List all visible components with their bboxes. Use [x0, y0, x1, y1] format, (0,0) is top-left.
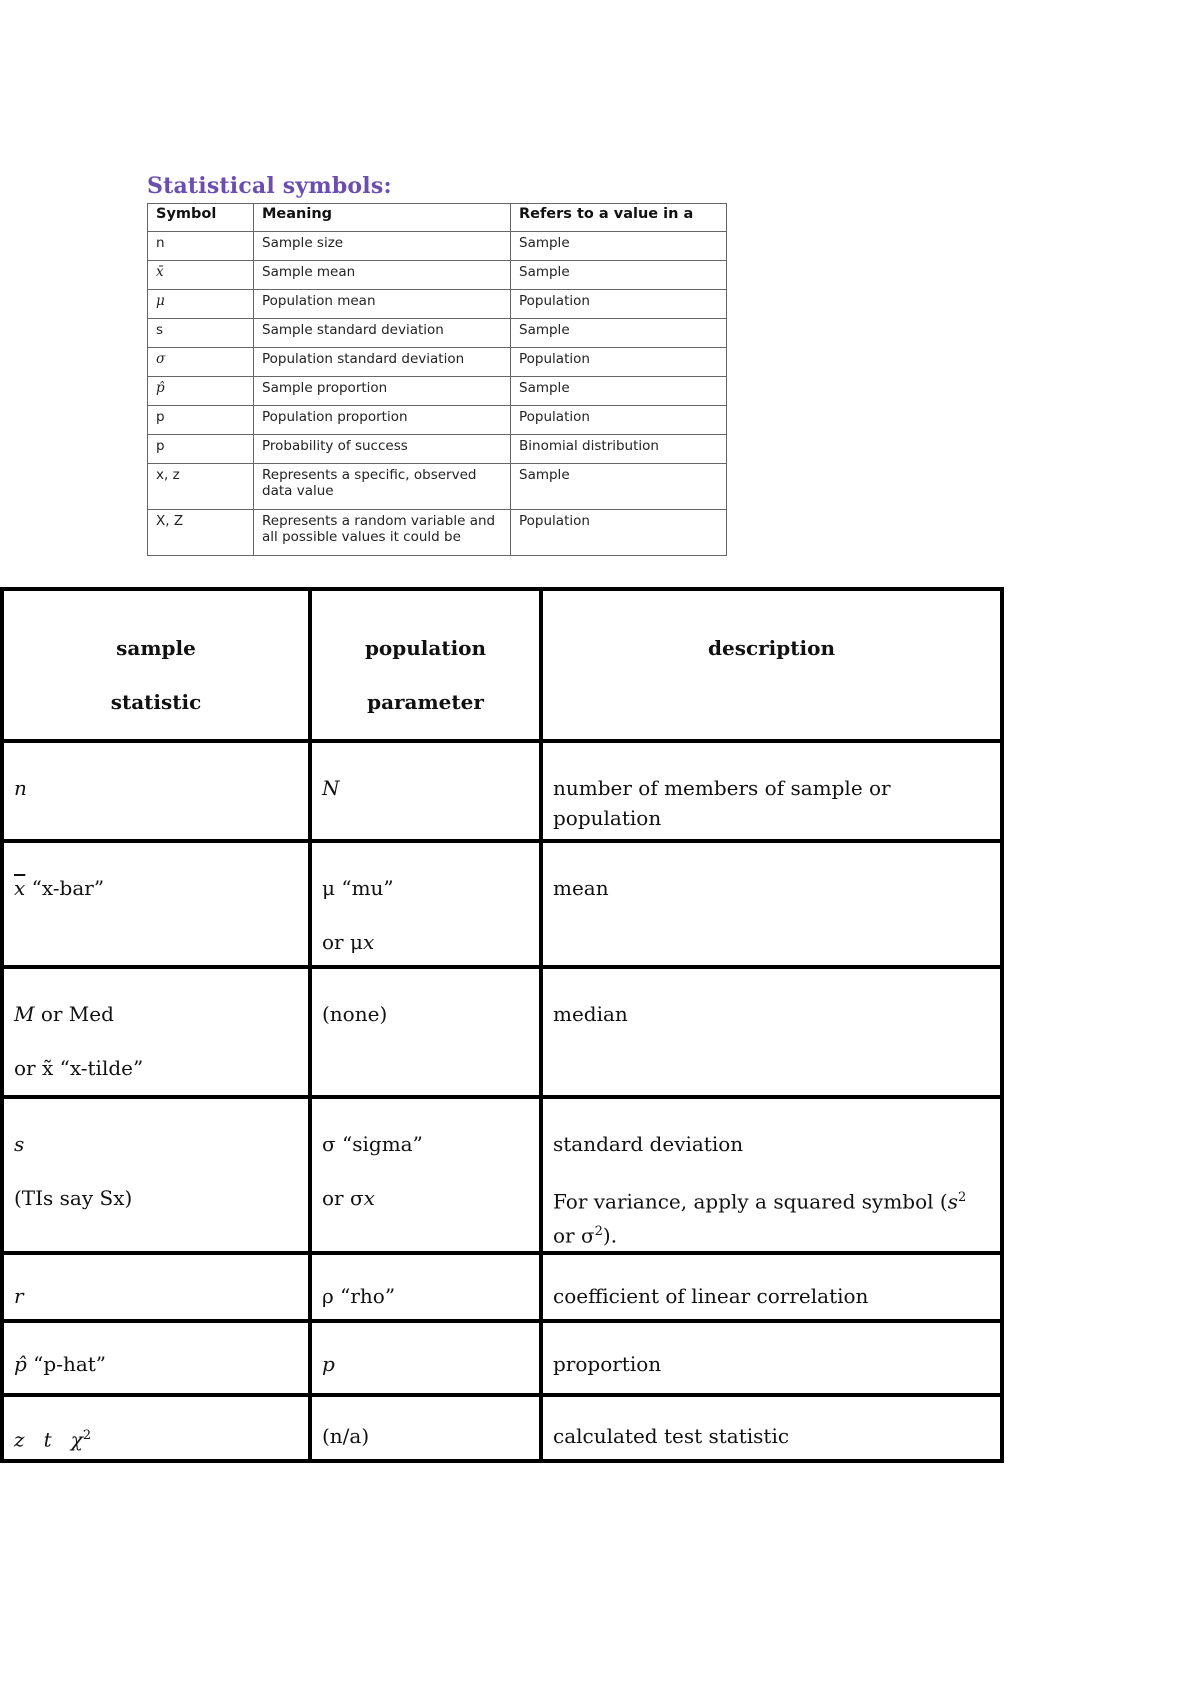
sample-line2: (TIs say Sx): [14, 1186, 133, 1210]
table-row: [148, 464, 727, 510]
population-line1: μ “mu”: [322, 876, 394, 900]
sample-name: “x-bar”: [31, 876, 105, 900]
meaning-cell: Probability of success: [254, 435, 511, 464]
symbol-cell: μ: [148, 290, 254, 319]
population-line2: [322, 1183, 529, 1213]
refers-cell: Sample: [511, 261, 727, 290]
symbol-cell: s: [148, 319, 254, 348]
superscript: 2: [957, 1190, 967, 1205]
header-refers: Refers to a value in a: [511, 204, 727, 232]
header-description: [541, 589, 1002, 741]
sample-cell: [2, 967, 310, 1097]
superscript: 2: [594, 1223, 603, 1239]
meaning-cell: Represents a random variable and all possible values it could be: [254, 510, 511, 556]
description-cell: calculated test statistic: [541, 1395, 1002, 1461]
table-row: [148, 435, 727, 464]
table-row: [148, 348, 727, 377]
population-prefix: or μ: [322, 930, 363, 954]
sample-cell: [2, 1253, 310, 1321]
refers-cell: Binomial distribution: [511, 435, 727, 464]
meaning-cell: Represents a specific, observed data value: [254, 464, 511, 510]
population-cell: [310, 841, 541, 967]
sample-symbol: s: [14, 1132, 25, 1156]
table-row: [2, 1321, 1002, 1395]
variance-s: s: [947, 1189, 958, 1214]
refers-cell: Population: [511, 290, 727, 319]
table-row: [148, 261, 727, 290]
symbol-cell: x, z: [148, 464, 254, 510]
header-symbol: Symbol: [148, 204, 254, 232]
header-population-parameter: [310, 589, 541, 741]
sample-line2: or x̃ “x-tilde”: [14, 1056, 144, 1080]
population-cell: (none): [310, 967, 541, 1097]
refers-cell: Sample: [511, 464, 727, 510]
population-cell: (n/a): [310, 1395, 541, 1461]
population-cell: ρ “rho”: [310, 1253, 541, 1321]
table-row: [2, 841, 1002, 967]
population-cell: [310, 1321, 541, 1395]
sample-cell: [2, 1395, 310, 1461]
header-sample-statistic: [2, 589, 310, 741]
header-meaning: Meaning: [254, 204, 511, 232]
sample-symbols: z t χ: [14, 1427, 83, 1452]
refers-cell: Sample: [511, 319, 727, 348]
sample-line1: [14, 999, 298, 1029]
variance-text-a: For variance, apply a squared symbol (: [553, 1189, 948, 1214]
refers-cell: Population: [511, 510, 727, 556]
refers-cell: Population: [511, 348, 727, 377]
header-sample-line2: statistic: [110, 690, 202, 714]
symbol-cell: x̄: [148, 261, 254, 290]
population-symbol: N: [322, 776, 340, 800]
table-row: [2, 1395, 1002, 1461]
population-symbol: p: [322, 1352, 335, 1376]
table-row: [148, 319, 727, 348]
sample-name: “p-hat”: [26, 1352, 107, 1376]
population-line2: [322, 927, 529, 957]
comparison-table: [0, 587, 1004, 1463]
page-title: Statistical symbols:: [147, 173, 392, 199]
sample-alt: or Med: [34, 1002, 114, 1026]
refers-cell: Sample: [511, 377, 727, 406]
variance-text-c: ).: [602, 1223, 618, 1248]
description-cell: number of members of sample or population: [541, 741, 1002, 841]
symbol-cell: p: [148, 406, 254, 435]
table-row: [148, 377, 727, 406]
symbol-cell: p: [148, 435, 254, 464]
description-cell: [541, 1097, 1002, 1253]
sample-cell: [2, 1321, 310, 1395]
table-row: [148, 232, 727, 261]
meaning-cell: Sample size: [254, 232, 511, 261]
sample-line1: [14, 1129, 298, 1159]
description-line1: standard deviation: [553, 1132, 744, 1156]
meaning-cell: Sample standard deviation: [254, 319, 511, 348]
population-line1: σ “sigma”: [322, 1132, 423, 1156]
header-sample-line1: sample: [116, 636, 196, 660]
description-cell: proportion: [541, 1321, 1002, 1395]
table-row: [2, 741, 1002, 841]
symbols-table-header: [148, 204, 727, 232]
refers-cell: Population: [511, 406, 727, 435]
sample-symbol: p̂: [14, 1352, 27, 1376]
symbol-cell: n: [148, 232, 254, 261]
superscript: 2: [82, 1428, 92, 1443]
table-row: [2, 1097, 1002, 1253]
sample-symbol: n: [14, 776, 27, 800]
population-subscript: x: [363, 1186, 375, 1210]
table-row: [148, 406, 727, 435]
header-population-line1: population: [364, 636, 487, 660]
symbols-table: [147, 203, 727, 556]
table-row: [2, 1253, 1002, 1321]
description-cell: median: [541, 967, 1002, 1097]
population-prefix: or σ: [322, 1186, 364, 1210]
sample-symbol: $\overline{x}$: [14, 876, 26, 900]
header-description-text: description: [708, 636, 835, 660]
description-cell: coefficient of linear correlation: [541, 1253, 1002, 1321]
symbol-cell: X, Z: [148, 510, 254, 556]
description-line2: [553, 1183, 990, 1250]
meaning-cell: Population mean: [254, 290, 511, 319]
sample-cell: [2, 841, 310, 967]
sample-symbol: r: [14, 1284, 24, 1308]
sample-symbol: M: [14, 1002, 35, 1026]
population-subscript: x: [362, 930, 375, 954]
table-row: [148, 290, 727, 319]
header-population-line2: parameter: [367, 690, 484, 714]
meaning-cell: Sample proportion: [254, 377, 511, 406]
symbol-cell: p̂: [148, 377, 254, 406]
population-cell: [310, 1097, 541, 1253]
meaning-cell: Population standard deviation: [254, 348, 511, 377]
refers-cell: Sample: [511, 232, 727, 261]
population-cell: [310, 741, 541, 841]
sample-cell: [2, 741, 310, 841]
meaning-cell: Population proportion: [254, 406, 511, 435]
variance-text-b: or σ: [553, 1223, 595, 1248]
comparison-table-header: [2, 589, 1002, 741]
description-cell: mean: [541, 841, 1002, 967]
table-row: [148, 510, 727, 556]
table-row: [2, 967, 1002, 1097]
sample-cell: [2, 1097, 310, 1253]
symbol-cell: σ: [148, 348, 254, 377]
meaning-cell: Sample mean: [254, 261, 511, 290]
